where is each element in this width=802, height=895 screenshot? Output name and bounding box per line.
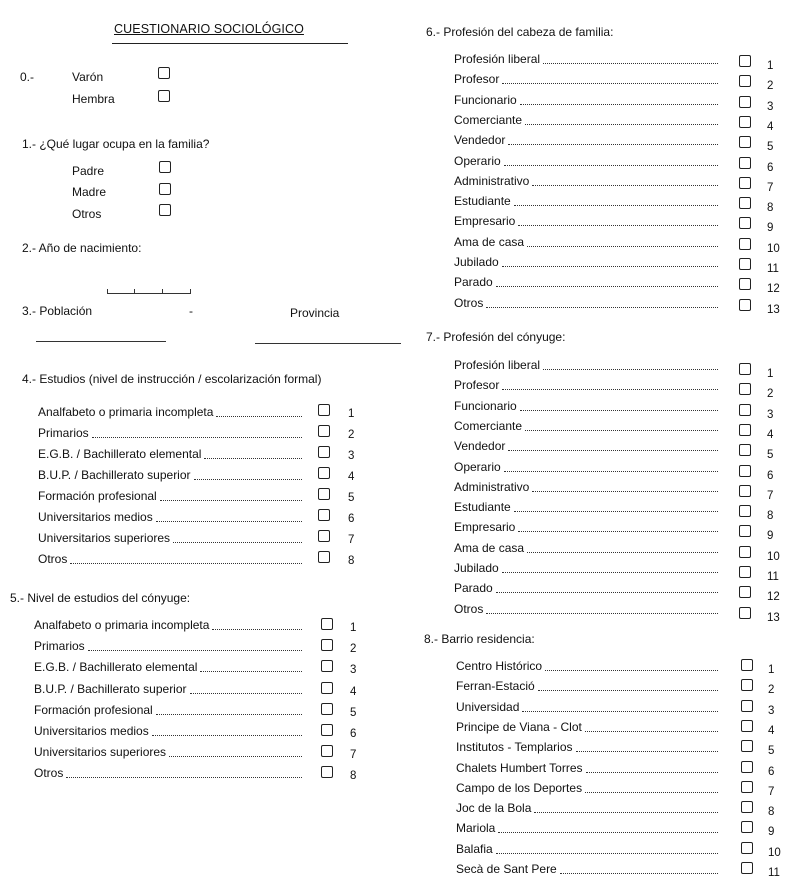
q5-option-label: Formación profesional	[34, 702, 153, 717]
option-varon-checkbox[interactable]	[158, 67, 170, 79]
q8-option-leader-dots	[586, 772, 718, 773]
q6-option-leader-dots	[525, 124, 718, 125]
q8-option-checkbox[interactable]	[741, 740, 753, 752]
q6-option-code: 2	[767, 80, 774, 93]
q5-question: 5.- Nivel de estudios del cónyuge:	[10, 591, 191, 605]
q7-option-code: 6	[767, 469, 774, 482]
q8-option-label: Joc de la Bola	[456, 801, 532, 816]
q6-option-checkbox[interactable]	[739, 197, 751, 209]
q8-option-leader-dots	[585, 731, 718, 732]
q6-option-label: Jubilado	[454, 255, 499, 269]
q8-option-label: Mariola	[456, 821, 496, 836]
q8-option-checkbox[interactable]	[741, 720, 753, 732]
q7-option-checkbox[interactable]	[739, 485, 751, 497]
q4-option-label: Universitarios superiores	[38, 531, 171, 545]
option-otros-checkbox[interactable]	[159, 204, 171, 216]
q6-option-checkbox[interactable]	[739, 258, 751, 270]
q4-option-leader-dots	[204, 458, 302, 459]
q8-option-leader-dots	[560, 873, 718, 874]
q8-option-leader-dots	[522, 711, 718, 712]
option-varon-label: Varón	[72, 70, 104, 84]
provincia-input-line[interactable]	[255, 343, 401, 344]
provincia-label: Provincia	[290, 306, 340, 320]
q7-option-code: 10	[767, 550, 780, 563]
q7-option-leader-dots	[525, 430, 718, 431]
q8-option-leader-dots	[538, 690, 718, 691]
q4-option-checkbox[interactable]	[318, 446, 330, 458]
q7-option-checkbox[interactable]	[739, 363, 751, 375]
q7-option-checkbox[interactable]	[739, 465, 751, 477]
q4-option-leader-dots	[194, 479, 302, 480]
q7-option-checkbox[interactable]	[739, 525, 751, 537]
q6-option-code: 11	[767, 263, 779, 275]
q4-option-code: 8	[348, 555, 355, 567]
q8-option-code: 2	[768, 684, 775, 697]
q8-option-leader-dots	[576, 751, 718, 752]
q6-option-leader-dots	[520, 104, 718, 105]
q7-option-leader-dots	[502, 572, 718, 573]
q6-option-code: 6	[767, 161, 774, 174]
q6-option-code: 1	[767, 60, 774, 72]
q7-option-checkbox[interactable]	[739, 424, 751, 436]
q7-option-checkbox[interactable]	[739, 404, 751, 416]
q8-option-checkbox[interactable]	[741, 781, 753, 793]
q5-option-leader-dots	[152, 735, 302, 736]
q5-option-code: 4	[350, 685, 357, 698]
q5-option-label: Analfabeto o primaria incompleta	[34, 618, 210, 632]
q7-option-code: 8	[767, 510, 774, 523]
q8-option-label: Secà de Sant Pere	[456, 862, 557, 876]
q8-option-code: 10	[768, 846, 781, 859]
q4-question: 4.- Estudios (nivel de instrucción / escolarización formal)	[22, 372, 322, 386]
q4-option-leader-dots	[160, 500, 302, 501]
q4-option-label: Formación profesional	[38, 489, 157, 503]
q7-option-code: 7	[767, 489, 774, 502]
q4-option-checkbox[interactable]	[318, 404, 330, 416]
q4-option-leader-dots	[216, 416, 302, 417]
q6-option-label: Comerciante	[454, 112, 523, 127]
q4-option-label: B.U.P. / Bachillerato superior	[38, 468, 191, 482]
q6-option-checkbox[interactable]	[739, 75, 751, 87]
q8-option-checkbox[interactable]	[741, 679, 753, 691]
q5-option-leader-dots	[212, 629, 302, 630]
q8-option-checkbox[interactable]	[741, 761, 753, 773]
q8-option-leader-dots	[545, 670, 718, 671]
q4-option-leader-dots	[156, 521, 302, 522]
q7-option-label: Funcionario	[454, 398, 517, 413]
option-madre-checkbox[interactable]	[159, 183, 171, 195]
q6-option-code: 4	[767, 120, 774, 133]
q8-option-code: 6	[768, 765, 775, 778]
q5-option-code: 6	[350, 728, 357, 740]
q8-option-code: 11	[768, 867, 780, 879]
q6-option-leader-dots	[527, 246, 718, 247]
q1-question: 1.- ¿Qué lugar ocupa en la familia?	[22, 137, 210, 151]
q8-option-leader-dots	[534, 812, 718, 813]
q7-option-leader-dots	[527, 552, 718, 553]
q7-option-checkbox[interactable]	[739, 607, 751, 619]
q8-option-label: Balafia	[456, 841, 493, 856]
q6-option-leader-dots	[532, 185, 718, 186]
option-hembra-label: Hembra	[72, 92, 115, 106]
q6-option-label: Administrativo	[454, 173, 530, 188]
q6-option-label: Otros	[454, 295, 484, 310]
q6-option-leader-dots	[502, 266, 718, 267]
q4-option-leader-dots	[92, 437, 302, 438]
q7-option-label: Operario	[454, 459, 501, 474]
q6-option-code: 5	[767, 141, 774, 154]
q8-option-label: Centro Histórico	[456, 659, 543, 673]
q6-option-label: Profesión liberal	[454, 52, 541, 66]
q2-question: 2.- Año de nacimiento:	[22, 241, 142, 255]
q8-option-checkbox[interactable]	[741, 842, 753, 854]
q7-option-checkbox[interactable]	[739, 383, 751, 395]
q6-option-code: 10	[767, 242, 780, 255]
q6-option-code: 3	[767, 100, 774, 113]
q5-option-code: 5	[350, 706, 357, 719]
q7-option-label: Comerciante	[454, 418, 523, 433]
q7-option-code: 1	[767, 368, 774, 380]
option-otros-label: Otros	[72, 207, 102, 221]
q4-option-code: 4	[348, 471, 355, 483]
q8-option-code: 7	[768, 785, 775, 798]
q8-option-checkbox[interactable]	[741, 659, 753, 671]
q7-option-code: 4	[767, 428, 774, 441]
poblacion-label: 3.- Población	[22, 304, 93, 318]
option-padre-label: Padre	[72, 164, 105, 178]
q4-option-label: Primarios	[38, 426, 89, 440]
q6-option-leader-dots	[496, 286, 718, 287]
q7-option-leader-dots	[514, 511, 718, 512]
q6-option-leader-dots	[514, 205, 718, 206]
q6-option-checkbox[interactable]	[739, 96, 751, 108]
q8-option-code: 3	[768, 704, 775, 717]
q7-option-checkbox[interactable]	[739, 505, 751, 517]
q5-option-checkbox[interactable]	[321, 745, 333, 757]
q4-option-checkbox[interactable]	[318, 488, 330, 500]
q7-option-leader-dots	[486, 613, 718, 614]
q4-option-code: 6	[348, 513, 355, 525]
poblacion-provincia-separator: -	[189, 304, 193, 318]
q6-option-checkbox[interactable]	[739, 217, 751, 229]
q8-option-code: 8	[768, 806, 775, 819]
q5-option-label: Universitarios medios	[34, 724, 149, 738]
q8-option-label: Universidad	[456, 699, 520, 714]
q7-option-label: Parado	[454, 581, 493, 596]
q7-option-label: Estudiante	[454, 500, 511, 515]
q6-option-label: Estudiante	[454, 194, 511, 209]
q6-question: 6.- Profesión del cabeza de familia:	[426, 25, 614, 39]
q5-option-code: 8	[350, 770, 357, 783]
q6-option-label: Profesor	[454, 72, 500, 87]
q8-option-label: Campo de los Deportes	[456, 780, 583, 795]
q6-option-leader-dots	[508, 144, 718, 145]
q4-option-label: Analfabeto o primaria incompleta	[38, 405, 214, 419]
q4-option-leader-dots	[70, 563, 302, 564]
q4-option-label: Universitarios medios	[38, 510, 153, 524]
q6-option-label: Operario	[454, 153, 501, 168]
q7-option-label: Administrativo	[454, 479, 530, 494]
q5-option-leader-dots	[156, 714, 302, 715]
q5-option-label: B.U.P. / Bachillerato superior	[34, 681, 187, 696]
q5-option-checkbox[interactable]	[321, 639, 333, 651]
q7-option-checkbox[interactable]	[739, 566, 751, 578]
q7-option-code: 3	[767, 408, 774, 421]
q4-option-code: 5	[348, 492, 355, 504]
q6-option-label: Vendedor	[454, 133, 506, 148]
q6-option-checkbox[interactable]	[739, 177, 751, 189]
q5-option-leader-dots	[200, 671, 302, 672]
q5-option-code: 1	[350, 622, 357, 634]
q7-option-code: 12	[767, 591, 780, 604]
q5-option-checkbox[interactable]	[321, 660, 333, 672]
q7-option-code: 2	[767, 388, 774, 401]
q4-option-checkbox[interactable]	[318, 551, 330, 563]
q7-option-code: 11	[767, 571, 779, 583]
q7-option-label: Empresario	[454, 520, 516, 535]
q5-option-checkbox[interactable]	[321, 703, 333, 715]
q8-option-checkbox[interactable]	[741, 821, 753, 833]
q8-option-label: Chalets Humbert Torres	[456, 760, 583, 775]
q7-option-leader-dots	[520, 410, 718, 411]
title-underline	[112, 43, 348, 44]
q5-option-label: Universitarios superiores	[34, 745, 167, 760]
birth-year-field[interactable]	[107, 286, 191, 294]
poblacion-input-line[interactable]	[36, 341, 166, 342]
q7-option-label: Ama de casa	[454, 540, 525, 555]
q5-option-leader-dots	[88, 650, 302, 651]
q8-option-leader-dots	[585, 792, 718, 793]
q7-option-checkbox[interactable]	[739, 586, 751, 598]
q5-option-code: 7	[350, 749, 357, 762]
q5-option-label: Primarios	[34, 639, 85, 654]
q6-option-code: 9	[767, 222, 774, 235]
q6-option-code: 12	[767, 283, 780, 296]
q7-option-label: Jubilado	[454, 561, 499, 575]
q0-number: 0.-	[20, 70, 35, 84]
q4-option-label: E.G.B. / Bachillerato elemental	[38, 447, 202, 461]
form-title: CUESTIONARIO SOCIOLÓGICO	[114, 22, 304, 36]
q6-option-label: Parado	[454, 275, 493, 290]
q5-option-leader-dots	[190, 693, 302, 694]
q5-option-checkbox[interactable]	[321, 618, 333, 630]
q7-option-code: 13	[767, 611, 780, 624]
q5-option-checkbox[interactable]	[321, 724, 333, 736]
q8-option-code: 9	[768, 826, 775, 839]
q4-option-code: 3	[348, 450, 355, 462]
q8-option-checkbox[interactable]	[741, 700, 753, 712]
option-hembra-checkbox[interactable]	[158, 90, 170, 102]
q7-option-label: Vendedor	[454, 439, 506, 454]
q4-option-checkbox[interactable]	[318, 467, 330, 479]
q7-option-checkbox[interactable]	[739, 546, 751, 558]
q8-option-leader-dots	[498, 832, 718, 833]
q7-option-label: Profesión liberal	[454, 358, 541, 372]
q4-option-code: 1	[348, 408, 355, 420]
q8-question: 8.- Barrio residencia:	[424, 632, 535, 646]
q4-option-checkbox[interactable]	[318, 530, 330, 542]
q6-option-code: 8	[767, 202, 774, 215]
q7-option-label: Otros	[454, 601, 484, 616]
q7-option-leader-dots	[508, 450, 718, 451]
q7-option-checkbox[interactable]	[739, 444, 751, 456]
q7-option-code: 5	[767, 449, 774, 462]
q6-option-checkbox[interactable]	[739, 55, 751, 67]
q6-option-leader-dots	[518, 225, 718, 226]
q5-option-label: E.G.B. / Bachillerato elemental	[34, 660, 198, 675]
q6-option-checkbox[interactable]	[739, 116, 751, 128]
q8-option-code: 5	[768, 745, 775, 758]
q8-option-label: Institutos - Templarios	[456, 740, 573, 755]
q8-option-label: Ferran-Estació	[456, 679, 535, 694]
option-madre-label: Madre	[72, 185, 107, 199]
q5-option-code: 3	[350, 664, 357, 677]
q6-option-checkbox[interactable]	[739, 136, 751, 148]
q7-option-leader-dots	[532, 491, 718, 492]
q4-option-code: 2	[348, 429, 355, 441]
option-padre-checkbox[interactable]	[159, 161, 171, 173]
q5-option-checkbox[interactable]	[321, 682, 333, 694]
q6-option-code: 7	[767, 181, 774, 194]
q8-option-checkbox[interactable]	[741, 801, 753, 813]
q6-option-label: Ama de casa	[454, 234, 525, 249]
q5-option-leader-dots	[169, 756, 302, 757]
q5-option-label: Otros	[34, 766, 64, 781]
q7-option-label: Profesor	[454, 378, 500, 393]
q5-option-checkbox[interactable]	[321, 766, 333, 778]
q7-option-leader-dots	[504, 471, 718, 472]
q4-option-checkbox[interactable]	[318, 425, 330, 437]
q8-option-label: Principe de Viana - Clot	[456, 719, 582, 734]
q4-option-label: Otros	[38, 552, 68, 566]
q7-option-code: 9	[767, 530, 774, 543]
q4-option-leader-dots	[173, 542, 302, 543]
q7-option-leader-dots	[518, 531, 718, 532]
q6-option-leader-dots	[543, 63, 718, 64]
q4-option-checkbox[interactable]	[318, 509, 330, 521]
q7-question: 7.- Profesión del cónyuge:	[426, 330, 566, 344]
q8-option-leader-dots	[496, 853, 718, 854]
q6-option-leader-dots	[486, 307, 718, 308]
q6-option-leader-dots	[504, 165, 718, 166]
q6-option-checkbox[interactable]	[739, 157, 751, 169]
q6-option-checkbox[interactable]	[739, 299, 751, 311]
q8-option-code: 4	[768, 724, 775, 737]
q6-option-code: 13	[767, 303, 780, 316]
q8-option-code: 1	[768, 664, 775, 676]
q7-option-leader-dots	[543, 369, 718, 370]
q6-option-checkbox[interactable]	[739, 238, 751, 250]
q6-option-leader-dots	[502, 83, 718, 84]
q7-option-leader-dots	[496, 592, 718, 593]
q5-option-leader-dots	[66, 777, 302, 778]
q6-option-checkbox[interactable]	[739, 278, 751, 290]
q7-option-leader-dots	[502, 389, 718, 390]
q6-option-label: Empresario	[454, 214, 516, 229]
q4-option-code: 7	[348, 534, 355, 546]
q8-option-checkbox[interactable]	[741, 862, 753, 874]
q6-option-label: Funcionario	[454, 92, 517, 107]
q5-option-code: 2	[350, 643, 357, 656]
